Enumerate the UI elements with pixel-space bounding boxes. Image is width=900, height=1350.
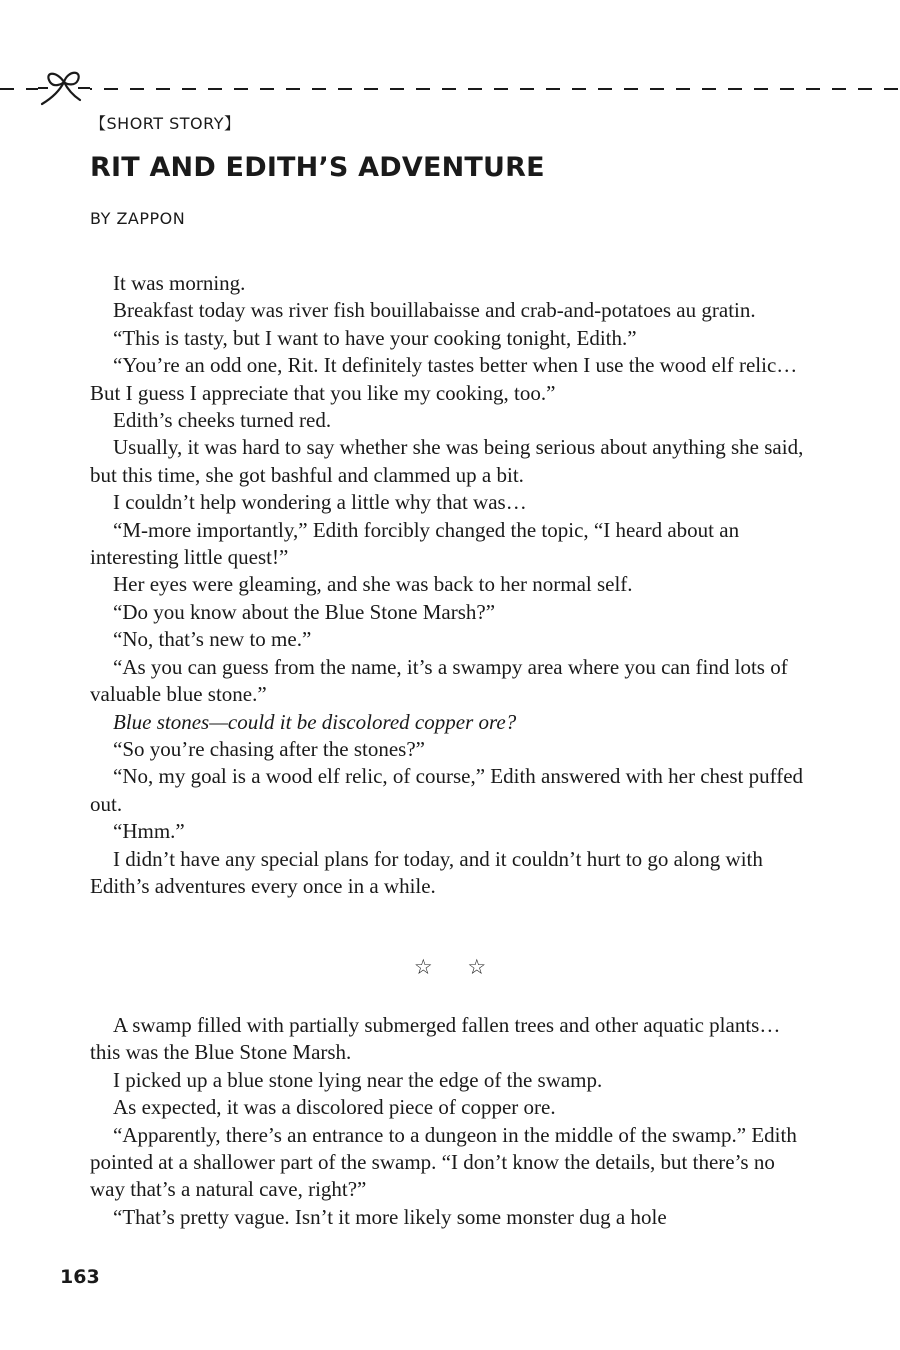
paragraph: “You’re an odd one, Rit. It definitely tastes better when I use the wood elf relic… But I guess I appreciate that you like my cooking, too.” — [90, 353, 798, 405]
story-title: RIT AND EDITH’S ADVENTURE — [90, 152, 545, 183]
inner-thought-paragraph: Blue stones—could it be discolored copper ore? — [113, 709, 517, 734]
paragraph: I picked up a blue stone lying near the edge of the swamp. — [113, 1067, 603, 1092]
story-text-part-2 — [90, 1012, 810, 1231]
ribbon-bow-icon — [38, 68, 90, 108]
paragraph: “This is tasty, but I want to have your cooking tonight, Edith.” — [113, 325, 637, 350]
paragraph: As expected, it was a discolored piece of copper ore. — [113, 1095, 556, 1120]
paragraph: I didn’t have any special plans for today, and it couldn’t hurt to go along with Edith’s adventures every once in a while. — [90, 846, 763, 898]
author-byline: BY ZAPPON — [90, 209, 186, 228]
dashed-divider — [0, 88, 900, 90]
paragraph: “As you can guess from the name, it’s a swampy area where you can find lots of valuable blue stone.” — [90, 654, 788, 707]
paragraph: I couldn’t help wondering a little why that was… — [113, 490, 527, 515]
paragraph: It was morning. — [113, 271, 246, 295]
paragraph: “M-more importantly,” Edith forcibly changed the topic, “I heard about an interesting little quest!” — [90, 517, 740, 570]
section-tag: 【SHORT STORY】 — [90, 114, 241, 133]
paragraph: Breakfast today was river fish bouillabaisse and crab-and-potatoes au gratin. — [113, 298, 756, 323]
paragraph: A swamp filled with partially submerged fallen trees and other aquatic plants…this was the Blue Stone Marsh. — [90, 1013, 781, 1065]
page-number: 163 — [60, 1266, 100, 1288]
paragraph: “No, my goal is a wood elf relic, of course,” Edith answered with her chest puffed out. — [90, 764, 804, 816]
paragraph: “No, that’s new to me.” — [113, 627, 312, 652]
paragraph: “Apparently, there’s an entrance to a dungeon in the middle of the swamp.” Edith pointed at a shallower part of the swamp. “I don’t know the details, but there’s no way that’s a natural cave, right?” — [90, 1122, 797, 1202]
story-text-part-1 — [90, 270, 810, 900]
paragraph: “So you’re chasing after the stones?” — [113, 736, 425, 761]
paragraph: Edith’s cheeks turned red. — [113, 408, 332, 433]
scene-break-stars: ☆ ☆ — [413, 955, 487, 979]
paragraph: “Hmm.” — [113, 819, 185, 844]
paragraph: “That’s pretty vague. Isn’t it more likely some monster dug a hole — [113, 1204, 667, 1229]
paragraph: “Do you know about the Blue Stone Marsh?” — [113, 599, 496, 624]
paragraph: Her eyes were gleaming, and she was back to her normal self. — [113, 572, 633, 597]
paragraph: Usually, it was hard to say whether she was being serious about anything she said, but this time, she got bashful and clammed up a bit. — [90, 435, 804, 487]
